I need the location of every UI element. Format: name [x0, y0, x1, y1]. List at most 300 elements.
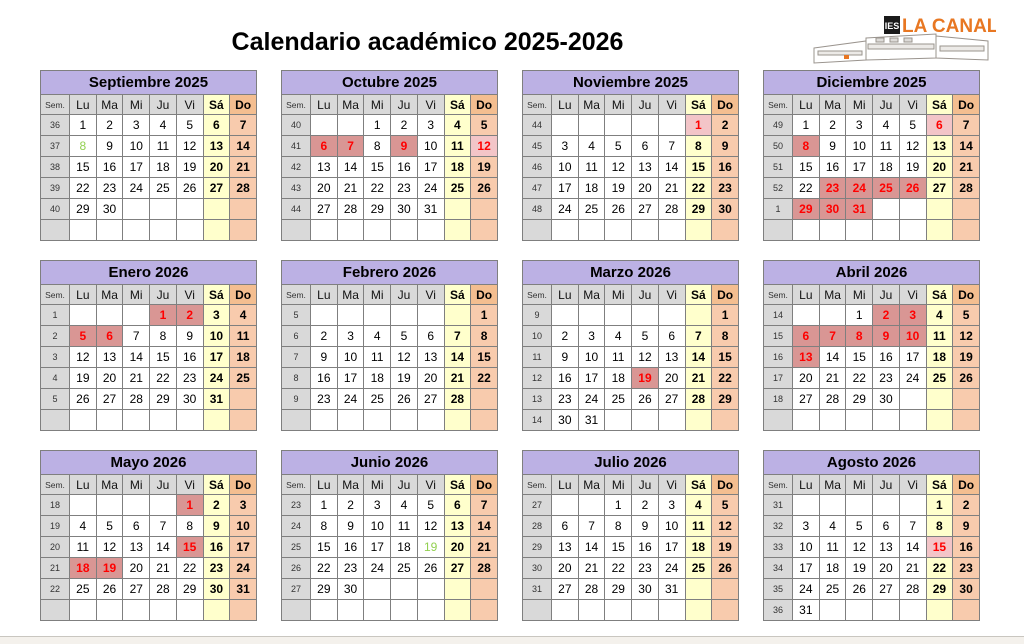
day-cell: 20	[444, 537, 471, 558]
day-cell	[793, 495, 820, 516]
month-calendar	[40, 260, 257, 431]
day-cell: 15	[846, 347, 873, 368]
day-cell: 25	[926, 368, 953, 389]
day-cell: 17	[899, 347, 926, 368]
day-cell	[417, 410, 444, 431]
day-cell: 3	[658, 495, 685, 516]
weekday-header: Ju	[391, 285, 418, 305]
week-column-header: Sem.	[41, 475, 70, 495]
day-cell: 28	[819, 389, 846, 410]
day-cell: 15	[712, 347, 739, 368]
day-cell: 16	[203, 537, 230, 558]
day-cell: 24	[793, 579, 820, 600]
day-cell	[96, 410, 123, 431]
day-cell: 21	[658, 178, 685, 199]
week-number-cell: 34	[764, 558, 793, 579]
week-number-cell: 37	[41, 136, 70, 157]
day-cell	[364, 600, 391, 621]
day-cell: 25	[444, 178, 471, 199]
week-number-cell: 33	[764, 537, 793, 558]
day-cell: 14	[230, 136, 257, 157]
day-cell	[712, 410, 739, 431]
day-cell: 22	[176, 558, 203, 579]
day-cell: 19	[899, 157, 926, 178]
day-cell: 18	[70, 558, 97, 579]
day-cell	[953, 600, 980, 621]
day-cell: 31	[417, 199, 444, 220]
day-cell: 23	[953, 558, 980, 579]
weekday-header: Ju	[391, 475, 418, 495]
day-cell	[311, 305, 338, 326]
week-number-cell: 40	[41, 199, 70, 220]
day-cell: 10	[578, 347, 605, 368]
day-cell: 23	[311, 389, 338, 410]
day-cell: 17	[203, 347, 230, 368]
day-cell: 19	[712, 537, 739, 558]
day-cell: 12	[846, 537, 873, 558]
day-cell: 15	[364, 157, 391, 178]
weekday-header: Sá	[926, 95, 953, 115]
day-cell: 30	[176, 389, 203, 410]
day-cell: 9	[203, 516, 230, 537]
day-cell	[417, 600, 444, 621]
week-number-cell: 1	[764, 199, 793, 220]
day-cell: 27	[203, 178, 230, 199]
day-cell	[926, 410, 953, 431]
weekday-header: Ma	[96, 475, 123, 495]
week-number-cell: 39	[41, 178, 70, 199]
month-calendar	[522, 70, 739, 241]
week-number-cell	[282, 600, 311, 621]
weekday-header: Ma	[337, 475, 364, 495]
weekday-header: Lu	[70, 475, 97, 495]
day-cell: 12	[953, 326, 980, 347]
week-number-cell: 5	[282, 305, 311, 326]
day-cell	[819, 410, 846, 431]
day-cell: 3	[578, 326, 605, 347]
day-cell: 14	[337, 157, 364, 178]
weekday-header: Lu	[552, 475, 579, 495]
day-cell: 31	[203, 389, 230, 410]
day-cell: 13	[793, 347, 820, 368]
day-cell	[364, 579, 391, 600]
weekday-header: Vi	[658, 95, 685, 115]
day-cell: 6	[96, 326, 123, 347]
day-cell: 28	[230, 178, 257, 199]
day-cell: 8	[846, 326, 873, 347]
weekday-header: Ma	[578, 95, 605, 115]
day-cell: 16	[953, 537, 980, 558]
day-cell: 17	[417, 157, 444, 178]
day-cell: 18	[230, 347, 257, 368]
day-cell	[953, 199, 980, 220]
day-cell: 9	[176, 326, 203, 347]
weekday-header: Do	[953, 285, 980, 305]
day-cell: 23	[176, 368, 203, 389]
day-cell: 6	[873, 516, 900, 537]
day-cell: 21	[685, 368, 712, 389]
day-cell	[123, 305, 150, 326]
calendar-grid	[40, 70, 980, 621]
week-number-cell: 16	[764, 347, 793, 368]
day-cell: 20	[96, 368, 123, 389]
day-cell: 25	[150, 178, 177, 199]
weekday-header: Mi	[123, 285, 150, 305]
day-cell	[150, 600, 177, 621]
weekday-header: Sá	[685, 285, 712, 305]
day-cell	[552, 220, 579, 241]
day-cell: 14	[471, 516, 498, 537]
weekday-header: Do	[471, 285, 498, 305]
weekday-header: Lu	[70, 285, 97, 305]
day-cell	[230, 389, 257, 410]
day-cell: 27	[873, 579, 900, 600]
day-cell: 12	[899, 136, 926, 157]
weekday-header: Ju	[873, 95, 900, 115]
day-cell	[444, 579, 471, 600]
day-cell: 2	[311, 326, 338, 347]
day-cell: 21	[230, 157, 257, 178]
day-cell: 24	[230, 558, 257, 579]
day-cell: 8	[150, 326, 177, 347]
day-cell: 19	[391, 368, 418, 389]
day-cell: 7	[123, 326, 150, 347]
day-cell: 19	[176, 157, 203, 178]
day-cell	[712, 579, 739, 600]
day-cell: 1	[712, 305, 739, 326]
day-cell: 4	[364, 326, 391, 347]
day-cell: 29	[793, 199, 820, 220]
day-cell: 26	[176, 178, 203, 199]
day-cell	[444, 199, 471, 220]
day-cell: 6	[632, 136, 659, 157]
day-cell	[444, 600, 471, 621]
day-cell: 11	[70, 537, 97, 558]
week-number-cell	[523, 600, 552, 621]
month-title: Mayo 2026	[41, 451, 257, 475]
day-cell	[793, 220, 820, 241]
day-cell	[846, 495, 873, 516]
week-number-cell: 14	[523, 410, 552, 431]
week-number-cell: 47	[523, 178, 552, 199]
weekday-header: Vi	[899, 475, 926, 495]
weekday-header: Mi	[364, 285, 391, 305]
day-cell: 27	[658, 389, 685, 410]
day-cell: 16	[391, 157, 418, 178]
weekday-header: Sá	[685, 95, 712, 115]
day-cell: 5	[391, 326, 418, 347]
week-column-header: Sem.	[41, 285, 70, 305]
day-cell: 11	[685, 516, 712, 537]
day-cell: 26	[605, 199, 632, 220]
day-cell: 27	[96, 389, 123, 410]
day-cell: 14	[685, 347, 712, 368]
day-cell: 17	[846, 157, 873, 178]
week-column-header: Sem.	[523, 285, 552, 305]
day-cell: 16	[311, 368, 338, 389]
day-cell: 24	[846, 178, 873, 199]
day-cell	[337, 305, 364, 326]
day-cell: 5	[70, 326, 97, 347]
day-cell	[899, 410, 926, 431]
weekday-header: Vi	[899, 95, 926, 115]
week-number-cell	[41, 410, 70, 431]
week-column-header: Sem.	[523, 475, 552, 495]
day-cell: 9	[311, 347, 338, 368]
day-cell: 26	[391, 389, 418, 410]
day-cell: 21	[471, 537, 498, 558]
day-cell: 19	[846, 558, 873, 579]
month-calendar	[763, 70, 980, 241]
day-cell: 4	[444, 115, 471, 136]
week-number-cell: 45	[523, 136, 552, 157]
week-number-cell: 44	[523, 115, 552, 136]
day-cell: 9	[552, 347, 579, 368]
weekday-header: Ma	[96, 285, 123, 305]
day-cell: 17	[578, 368, 605, 389]
day-cell: 31	[846, 199, 873, 220]
day-cell	[552, 495, 579, 516]
day-cell	[70, 600, 97, 621]
week-number-cell	[764, 220, 793, 241]
day-cell: 18	[685, 537, 712, 558]
day-cell	[337, 220, 364, 241]
day-cell	[123, 410, 150, 431]
weekday-header: Ma	[819, 475, 846, 495]
day-cell: 10	[846, 136, 873, 157]
day-cell: 26	[70, 389, 97, 410]
day-cell: 5	[953, 305, 980, 326]
week-number-cell	[282, 410, 311, 431]
week-number-cell: 22	[41, 579, 70, 600]
day-cell	[605, 305, 632, 326]
day-cell: 3	[899, 305, 926, 326]
day-cell: 12	[605, 157, 632, 178]
week-number-cell: 36	[41, 115, 70, 136]
day-cell: 21	[899, 558, 926, 579]
month-calendar	[763, 260, 980, 431]
day-cell: 13	[658, 347, 685, 368]
weekday-header: Vi	[899, 285, 926, 305]
day-cell	[471, 410, 498, 431]
day-cell	[471, 600, 498, 621]
month-title: Julio 2026	[523, 451, 739, 475]
day-cell: 8	[70, 136, 97, 157]
day-cell: 25	[70, 579, 97, 600]
day-cell	[873, 220, 900, 241]
day-cell: 2	[873, 305, 900, 326]
day-cell: 6	[793, 326, 820, 347]
day-cell: 30	[632, 579, 659, 600]
weekday-header: Mi	[123, 95, 150, 115]
week-number-cell: 27	[523, 495, 552, 516]
day-cell: 12	[176, 136, 203, 157]
day-cell	[819, 495, 846, 516]
day-cell: 4	[230, 305, 257, 326]
day-cell: 7	[685, 326, 712, 347]
day-cell: 21	[444, 368, 471, 389]
day-cell: 1	[70, 115, 97, 136]
day-cell: 9	[819, 136, 846, 157]
week-number-cell	[41, 600, 70, 621]
day-cell: 15	[311, 537, 338, 558]
week-number-cell: 6	[282, 326, 311, 347]
day-cell	[176, 199, 203, 220]
day-cell: 6	[203, 115, 230, 136]
day-cell: 9	[873, 326, 900, 347]
day-cell: 5	[846, 516, 873, 537]
week-number-cell: 7	[282, 347, 311, 368]
day-cell: 28	[953, 178, 980, 199]
week-column-header: Sem.	[41, 95, 70, 115]
week-number-cell: 27	[282, 579, 311, 600]
week-number-cell: 13	[523, 389, 552, 410]
weekday-header: Do	[953, 475, 980, 495]
day-cell: 8	[364, 136, 391, 157]
day-cell: 8	[471, 326, 498, 347]
day-cell	[391, 305, 418, 326]
day-cell: 7	[899, 516, 926, 537]
day-cell	[311, 115, 338, 136]
day-cell: 8	[176, 516, 203, 537]
day-cell	[793, 410, 820, 431]
day-cell: 24	[417, 178, 444, 199]
day-cell: 25	[819, 579, 846, 600]
day-cell	[417, 220, 444, 241]
day-cell: 3	[230, 495, 257, 516]
day-cell: 30	[391, 199, 418, 220]
day-cell	[632, 410, 659, 431]
week-number-cell: 21	[41, 558, 70, 579]
weekday-header: Do	[712, 95, 739, 115]
day-cell: 11	[605, 347, 632, 368]
day-cell: 27	[632, 199, 659, 220]
day-cell: 17	[337, 368, 364, 389]
weekday-header: Sá	[685, 475, 712, 495]
week-number-cell: 36	[764, 600, 793, 621]
week-number-cell: 23	[282, 495, 311, 516]
day-cell	[793, 305, 820, 326]
day-cell	[471, 220, 498, 241]
day-cell: 28	[658, 199, 685, 220]
day-cell	[632, 220, 659, 241]
day-cell	[819, 305, 846, 326]
day-cell: 26	[96, 579, 123, 600]
day-cell: 7	[150, 516, 177, 537]
day-cell	[203, 220, 230, 241]
month-title: Diciembre 2025	[764, 71, 980, 95]
day-cell: 15	[605, 537, 632, 558]
weekday-header: Ma	[819, 95, 846, 115]
weekday-header: Vi	[658, 475, 685, 495]
weekday-header: Do	[230, 475, 257, 495]
week-number-cell: 52	[764, 178, 793, 199]
day-cell: 26	[471, 178, 498, 199]
day-cell	[552, 600, 579, 621]
week-number-cell: 48	[523, 199, 552, 220]
day-cell	[391, 600, 418, 621]
day-cell	[926, 389, 953, 410]
day-cell: 1	[311, 495, 338, 516]
month-title: Agosto 2026	[764, 451, 980, 475]
day-cell: 24	[899, 368, 926, 389]
weekday-header: Mi	[605, 285, 632, 305]
weekday-header: Ju	[873, 285, 900, 305]
day-cell: 23	[203, 558, 230, 579]
weekday-header: Lu	[311, 475, 338, 495]
month-title: Marzo 2026	[523, 261, 739, 285]
day-cell: 10	[364, 516, 391, 537]
week-number-cell	[523, 220, 552, 241]
day-cell: 18	[926, 347, 953, 368]
day-cell	[176, 410, 203, 431]
day-cell: 7	[819, 326, 846, 347]
day-cell: 4	[150, 115, 177, 136]
day-cell: 22	[605, 558, 632, 579]
day-cell: 5	[176, 115, 203, 136]
week-number-cell: 42	[282, 157, 311, 178]
day-cell: 22	[311, 558, 338, 579]
month-calendar	[281, 70, 498, 241]
day-cell: 29	[364, 199, 391, 220]
day-cell: 21	[953, 157, 980, 178]
day-cell: 28	[471, 558, 498, 579]
week-number-cell: 26	[282, 558, 311, 579]
day-cell: 19	[96, 558, 123, 579]
day-cell: 31	[793, 600, 820, 621]
day-cell: 5	[712, 495, 739, 516]
week-number-cell: 9	[282, 389, 311, 410]
month-calendar	[40, 70, 257, 241]
weekday-header: Sá	[926, 285, 953, 305]
day-cell: 26	[632, 389, 659, 410]
day-cell	[846, 410, 873, 431]
day-cell: 7	[471, 495, 498, 516]
day-cell: 3	[417, 115, 444, 136]
weekday-header: Lu	[552, 285, 579, 305]
day-cell: 29	[685, 199, 712, 220]
day-cell: 23	[96, 178, 123, 199]
day-cell	[391, 579, 418, 600]
page-title: Calendario académico 2025-2026	[231, 28, 624, 56]
day-cell	[203, 199, 230, 220]
day-cell: 22	[926, 558, 953, 579]
day-cell	[364, 305, 391, 326]
day-cell	[712, 220, 739, 241]
day-cell: 18	[819, 558, 846, 579]
day-cell: 1	[685, 115, 712, 136]
day-cell	[873, 600, 900, 621]
week-number-cell	[41, 220, 70, 241]
day-cell: 22	[793, 178, 820, 199]
day-cell: 23	[873, 368, 900, 389]
week-number-cell: 31	[523, 579, 552, 600]
day-cell: 28	[337, 199, 364, 220]
month-title: Abril 2026	[764, 261, 980, 285]
day-cell: 16	[176, 347, 203, 368]
day-cell: 29	[176, 579, 203, 600]
month-calendar	[40, 450, 257, 621]
week-number-cell: 20	[41, 537, 70, 558]
day-cell: 6	[926, 115, 953, 136]
day-cell: 8	[793, 136, 820, 157]
day-cell: 10	[230, 516, 257, 537]
day-cell: 15	[793, 157, 820, 178]
day-cell	[203, 410, 230, 431]
day-cell	[337, 600, 364, 621]
day-cell: 26	[899, 178, 926, 199]
day-cell: 4	[819, 516, 846, 537]
